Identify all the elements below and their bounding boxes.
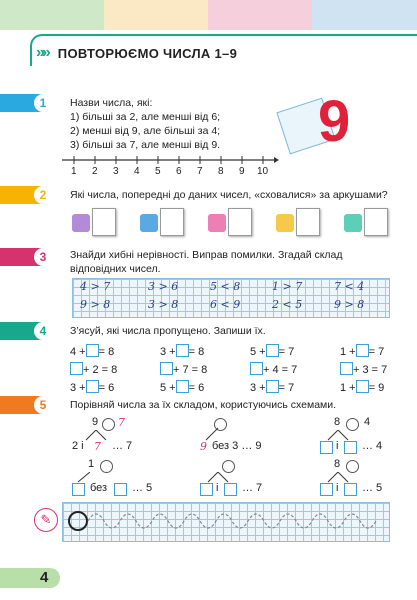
paper-sheet	[228, 208, 252, 236]
page-number: 4	[40, 569, 49, 586]
paper-sheet	[160, 208, 184, 236]
answer-box[interactable]	[320, 441, 333, 454]
equation: + 2 = 8	[70, 362, 117, 376]
equation: 3 + = 8	[160, 346, 205, 358]
tick-label: 3	[113, 166, 119, 177]
equation: 5 + = 7	[250, 346, 295, 358]
task1-line: Назви числа, які:	[70, 97, 153, 109]
answer-box[interactable]	[72, 483, 85, 496]
answer-box[interactable]	[266, 380, 279, 393]
scheme: і … 7	[200, 458, 300, 498]
task1-line: 2) менші від 9, але більші за 4;	[70, 125, 221, 137]
tracing-pattern	[62, 502, 388, 540]
answer-box[interactable]	[86, 344, 99, 357]
answer-box[interactable]	[344, 483, 357, 496]
answer-box[interactable]	[344, 441, 357, 454]
task5-text: Порівняй числа за їх складом, користуючись схемами.	[70, 399, 337, 411]
inequality: 5 < 8	[210, 280, 241, 293]
task1-number: 1	[34, 94, 52, 112]
die	[276, 214, 294, 232]
number-line-labels	[60, 166, 280, 180]
tick-label: 8	[218, 166, 224, 177]
die	[344, 214, 362, 232]
answer-box[interactable]	[86, 380, 99, 393]
big-nine-character: 9	[318, 89, 351, 154]
footer-bar	[0, 568, 60, 588]
answer-box[interactable]	[176, 380, 189, 393]
inequality: 4 > 7	[80, 280, 111, 293]
scheme: 1 без … 5	[72, 458, 192, 498]
task1-line: 3) більші за 7, але менші від 9.	[70, 139, 221, 151]
answer-box[interactable]	[250, 362, 263, 375]
tick-label: 10	[257, 166, 269, 177]
inequality: 1 > 7	[272, 280, 303, 293]
task2-number: 2	[34, 186, 52, 204]
answer-box[interactable]	[160, 362, 173, 375]
scheme: 8 4 і … 4	[320, 416, 410, 456]
answer-box[interactable]	[266, 344, 279, 357]
die	[140, 214, 158, 232]
answer-box[interactable]	[200, 483, 213, 496]
inequality: 3 > 8	[148, 298, 179, 311]
tick-label: 2	[92, 166, 98, 177]
equation: 5 + = 6	[160, 382, 205, 394]
inequality: 2 < 5	[272, 298, 303, 311]
answer-box[interactable]	[356, 344, 369, 357]
answer-box[interactable]	[320, 483, 333, 496]
answer-box[interactable]	[356, 380, 369, 393]
task5-number: 5	[34, 396, 52, 414]
die	[208, 214, 226, 232]
tick-label: 4	[134, 166, 140, 177]
equation: 1 + = 9	[340, 382, 385, 394]
task2-text: Які числа, попередні до даних чисел, «сховалися» за аркушами?	[70, 189, 388, 201]
inequality: 9 > 8	[80, 298, 111, 311]
answer-box[interactable]	[114, 483, 127, 496]
equation: + 7 = 8	[160, 362, 207, 376]
paper-sheet	[364, 208, 388, 236]
task4-text: З’ясуй, які числа пропущено. Запиши їх.	[70, 325, 266, 337]
answer-box[interactable]	[224, 483, 237, 496]
tick-label: 7	[197, 166, 203, 177]
inequality: 9 > 8	[334, 298, 365, 311]
inequality: 7 < 4	[334, 280, 365, 293]
task3-text: Знайди хибні нерівності. Виправ помилки. Згадай склад відповідних чисел.	[70, 249, 343, 275]
inequality: 3 > 6	[148, 280, 179, 293]
answer-box[interactable]	[340, 362, 353, 375]
top-band-yellow	[104, 0, 208, 30]
double-chevron-icon: »»	[36, 44, 48, 61]
paper-sheet	[92, 208, 116, 236]
scheme: 9 без 3 … 9	[200, 416, 300, 456]
scheme: 8 і … 5	[320, 458, 410, 498]
task3-row-2	[80, 298, 390, 314]
tick-label: 9	[239, 166, 245, 177]
task1-line: 1) більші за 2, але менші від 6;	[70, 111, 221, 123]
equation: 3 + = 6	[70, 382, 115, 394]
task3-row-1	[80, 280, 390, 296]
top-band-blue	[312, 0, 417, 30]
equation: 1 + = 7	[340, 346, 385, 358]
task3-number: 3	[34, 248, 52, 266]
task4-number: 4	[34, 322, 52, 340]
answer-box[interactable]	[70, 362, 83, 375]
title-row	[36, 44, 237, 62]
task4-equations	[70, 342, 400, 398]
equation: + 4 = 7	[250, 362, 297, 376]
scheme: 9 7 2 і 7 … 7	[72, 416, 133, 453]
paper-sheet	[296, 208, 320, 236]
die	[72, 214, 90, 232]
pencil-icon: ✎	[34, 508, 58, 532]
tick-label: 5	[155, 166, 161, 177]
equation: + 3 = 7	[340, 362, 387, 376]
top-band-green	[0, 0, 104, 30]
page-title: ПОВТОРЮЄМО ЧИСЛА 1–9	[57, 45, 238, 61]
top-band-pink	[208, 0, 312, 30]
tick-label: 1	[71, 166, 77, 177]
equation: 3 + = 7	[250, 382, 295, 394]
answer-box[interactable]	[176, 344, 189, 357]
task1-text	[70, 96, 310, 152]
tick-label: 6	[176, 166, 182, 177]
equation: 4 + = 8	[70, 346, 115, 358]
inequality: 6 < 9	[210, 298, 241, 311]
